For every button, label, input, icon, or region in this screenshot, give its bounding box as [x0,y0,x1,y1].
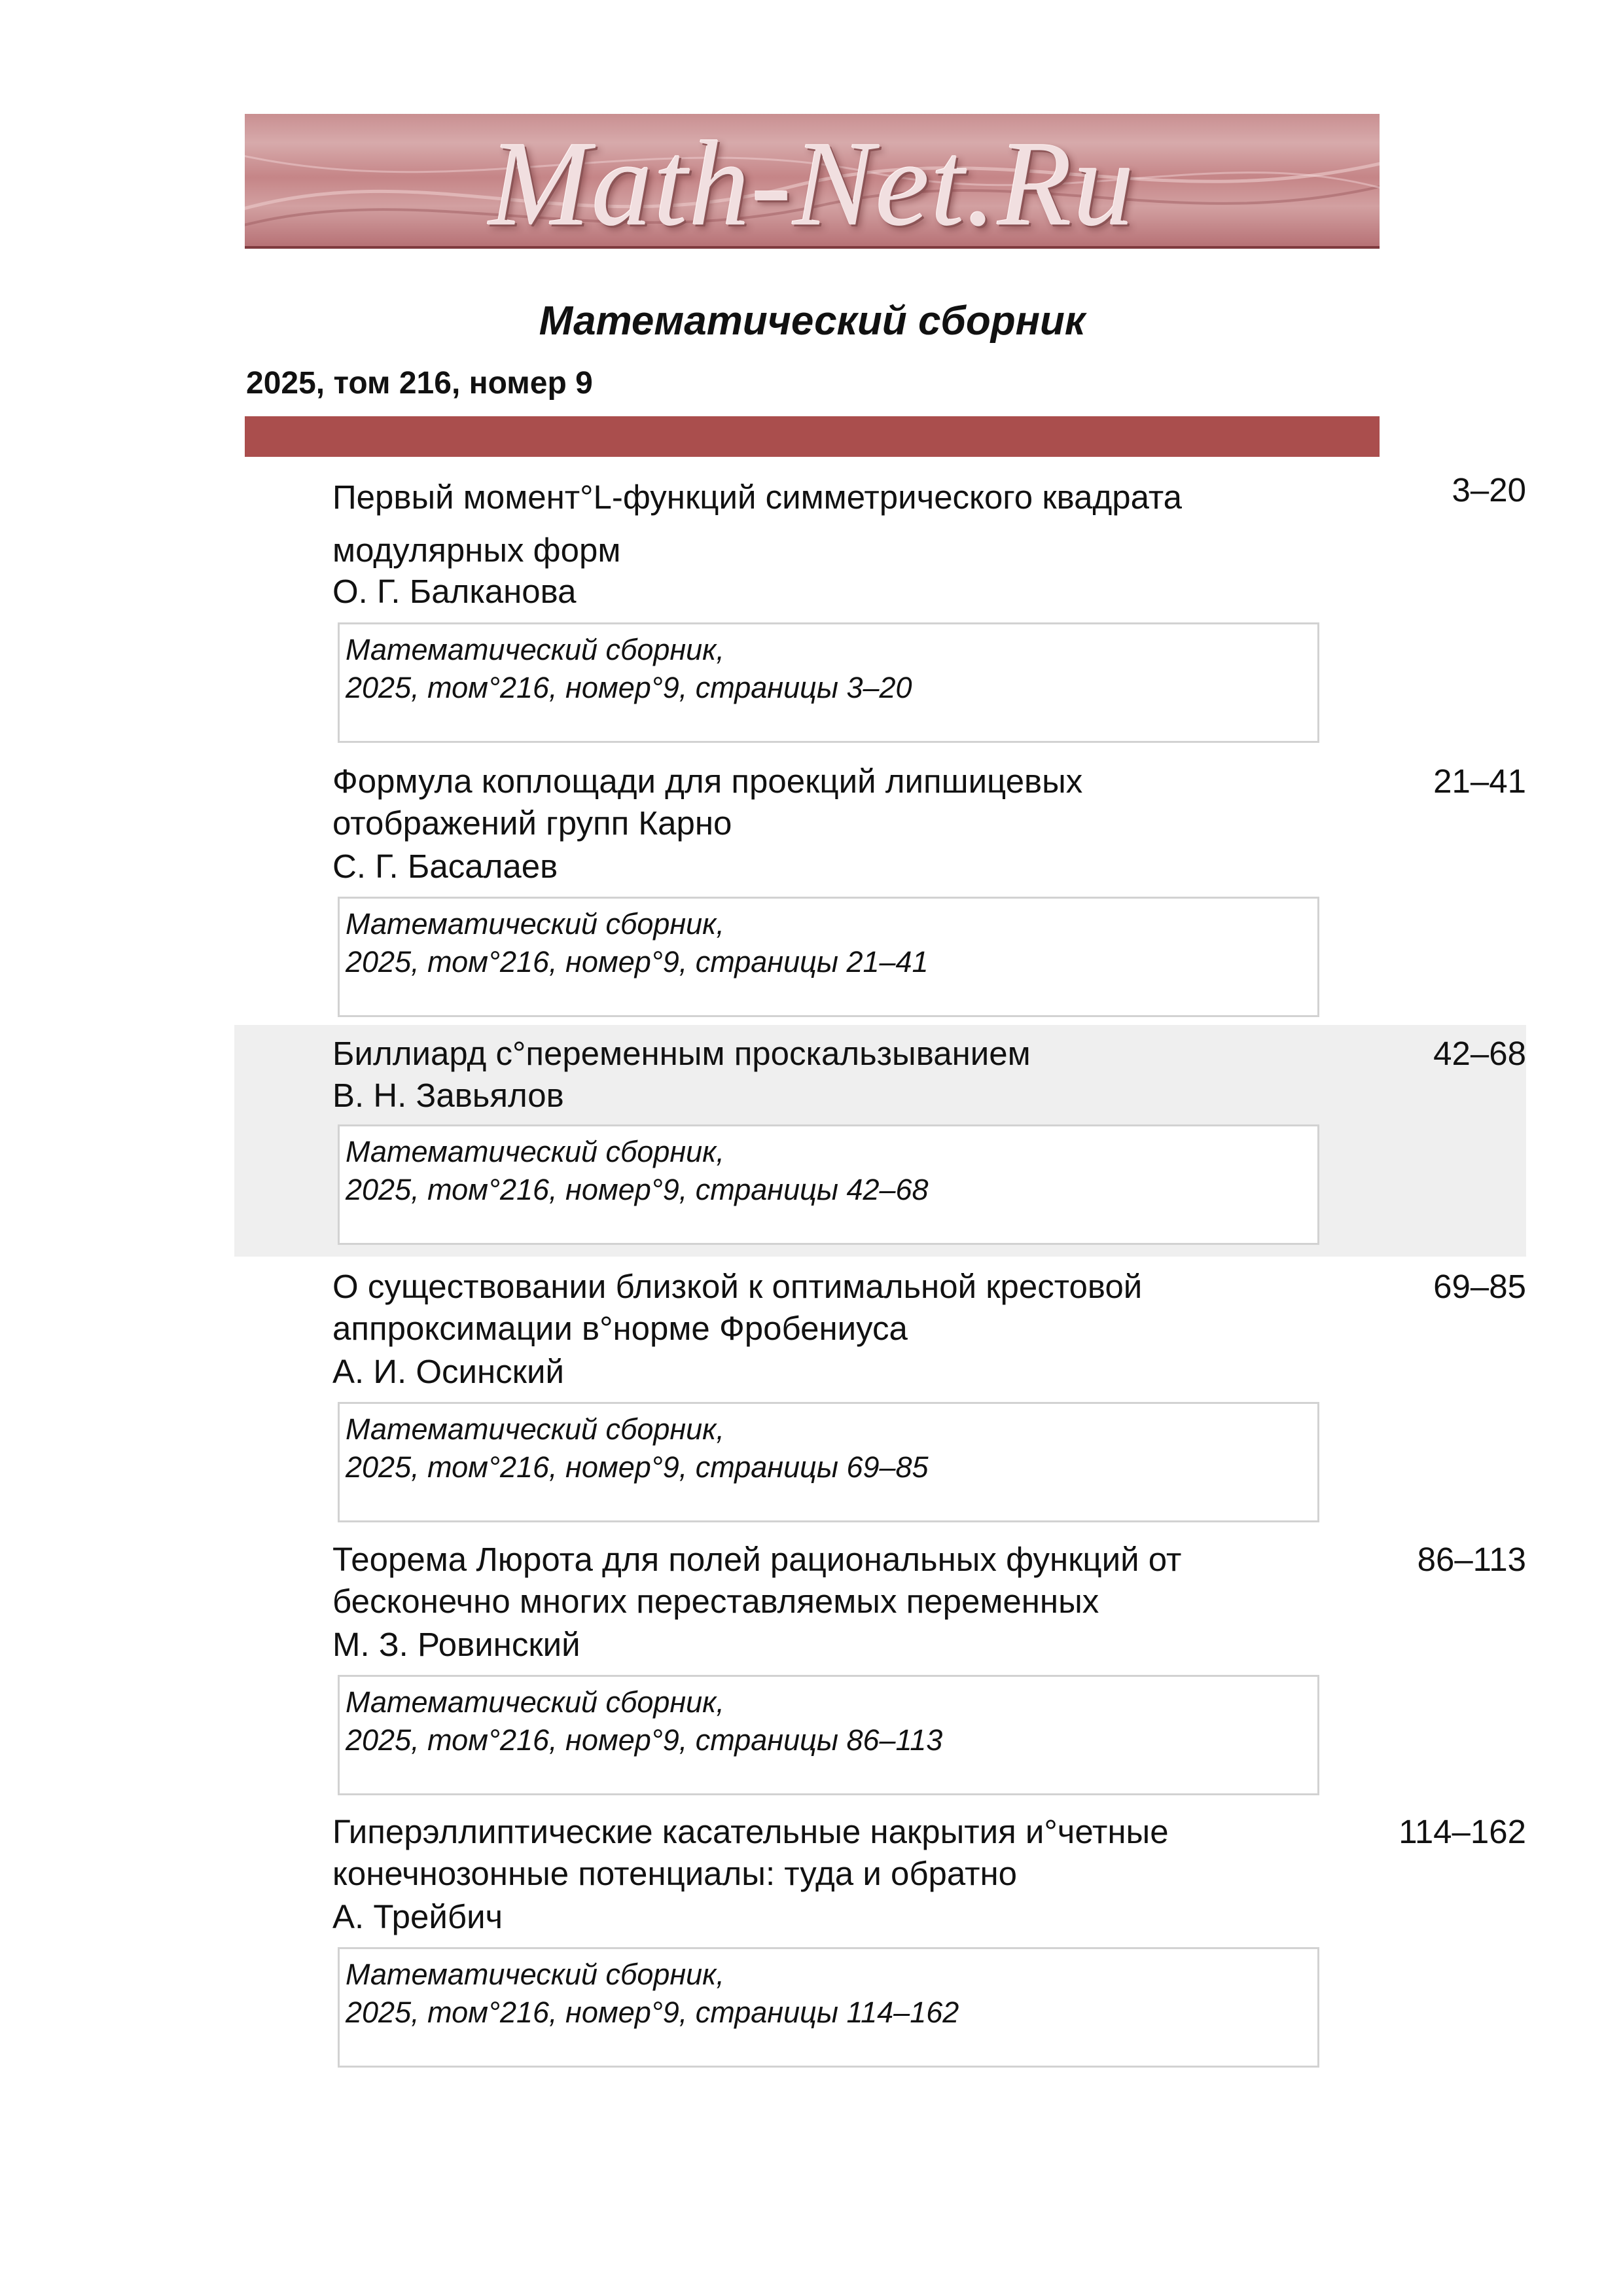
site-logo: Math-Net.Ru [489,117,1135,249]
article-item [234,1808,1526,2070]
article-pages: 69–85 [1433,1268,1526,1305]
header-divider-bar [245,416,1380,457]
article-author[interactable]: С. Г. Басалаев [332,848,558,885]
article-title[interactable]: Гиперэллиптические касательные накрытия и°четные конечнозонные потенциалы: туда и обратно [332,1813,1169,1892]
article-pages: 86–113 [1417,1541,1526,1578]
article-title[interactable]: О существовании близкой к оптимальной крестовой аппроксимации в°норме Фробениуса [332,1268,1143,1347]
article-pages: 114–162 [1399,1813,1526,1850]
citation-box: Математический сборник, 2025, том°216, номер°9, страницы 21–41 [338,897,1319,1017]
issue-info: 2025, том 216, номер 9 [246,366,593,401]
article-item [234,759,1526,1021]
article-item [234,1025,1526,1257]
article-item [234,1536,1526,1798]
article-author[interactable]: А. И. Осинский [332,1353,564,1390]
citation-box: Математический сборник, 2025, том°216, номер°9, страницы 42–68 [338,1124,1319,1245]
site-banner[interactable] [245,114,1380,249]
article-item [234,1263,1526,1525]
article-title[interactable]: Биллиард с°переменным проскальзыванием [332,1035,1031,1072]
journal-title: Математический сборник [539,298,1086,344]
article-title[interactable]: Формула коплощади для проекций липшицевых отображений групп Карно [332,762,1083,842]
article-author[interactable]: А. Трейбич [332,1898,503,1935]
citation-box: Математический сборник, 2025, том°216, номер°9, страницы 69–85 [338,1402,1319,1522]
citation-box: Математический сборник, 2025, том°216, номер°9, страницы 86–113 [338,1675,1319,1795]
article-pages: 21–41 [1433,762,1526,800]
article-title[interactable]: Теорема Люрота для полей рациональных функций от бесконечно многих переставляемых переменных [332,1541,1182,1620]
article-author[interactable]: В. Н. Завьялов [332,1077,564,1114]
citation-box: Математический сборник, 2025, том°216, номер°9, страницы 114–162 [338,1947,1319,2068]
article-title[interactable]: Первый момент°L-функций симметрического квадрата модулярных форм [332,478,1183,569]
article-author[interactable]: М. З. Ровинский [332,1626,580,1663]
article-pages: 42–68 [1433,1035,1526,1072]
article-item [234,468,1526,749]
article-pages: 3–20 [1452,471,1526,509]
article-author[interactable]: О. Г. Балканова [332,573,577,610]
citation-box: Математический сборник, 2025, том°216, номер°9, страницы 3–20 [338,622,1319,743]
